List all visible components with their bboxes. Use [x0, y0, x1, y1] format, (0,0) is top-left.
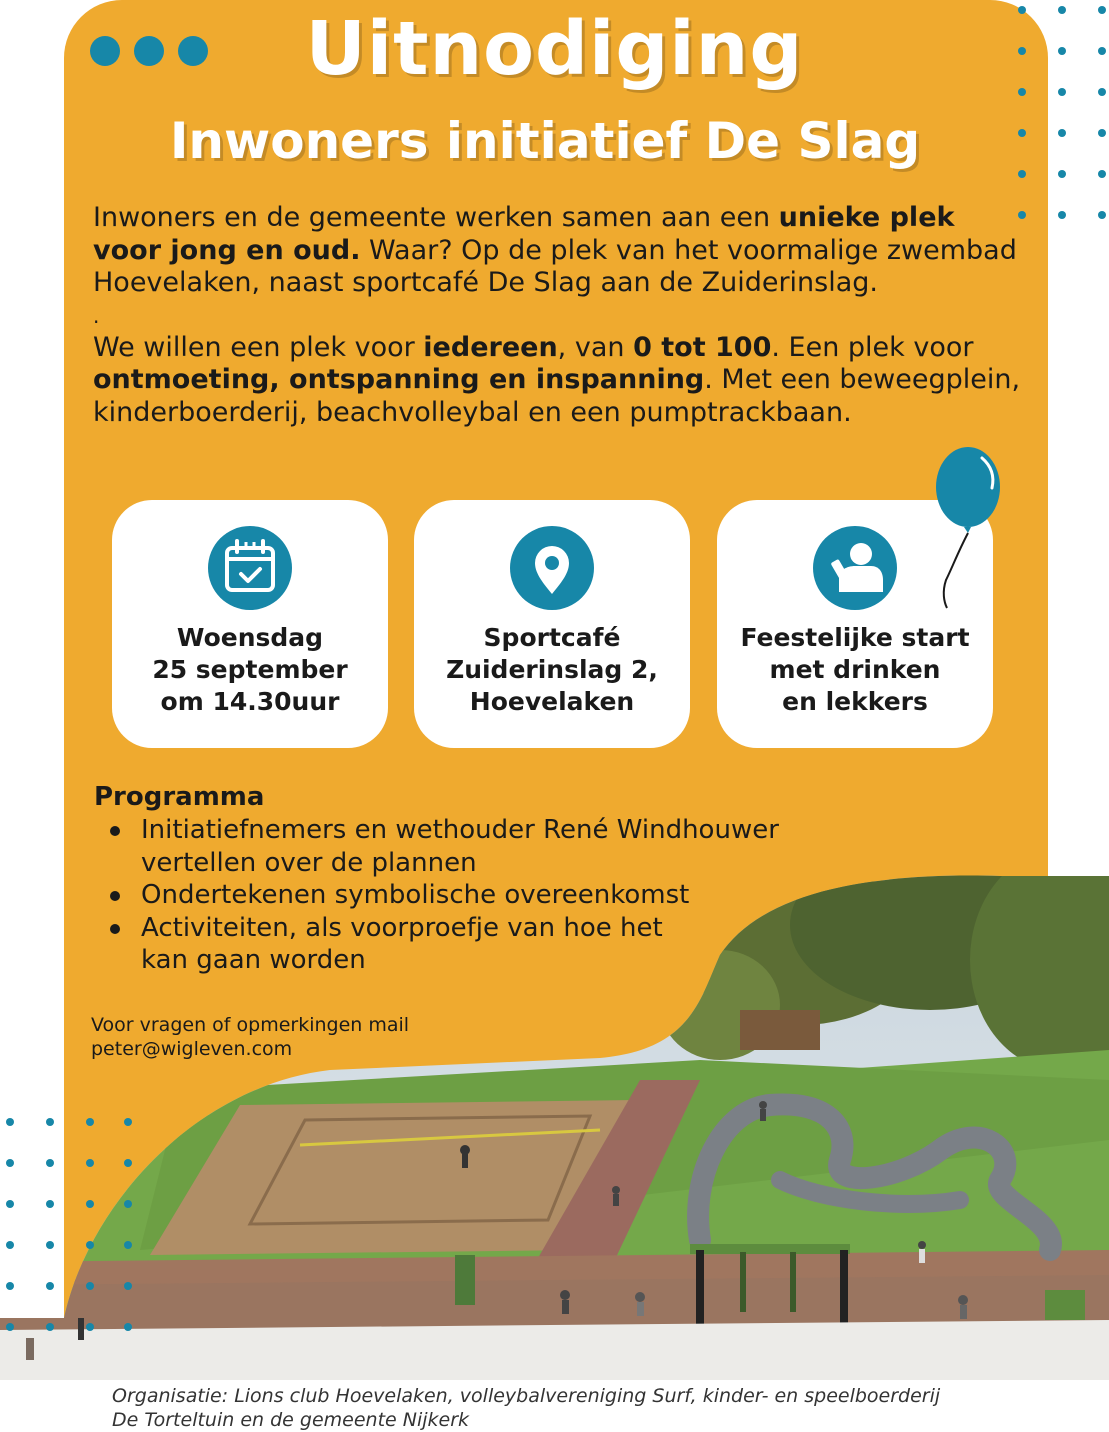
intro-separator: .: [93, 303, 100, 328]
footer-line-1: Organisatie: Lions club Hoevelaken, volleybalvereniging Surf, kinder- en speelboerderij: [112, 1385, 941, 1407]
location-card-line-2: Zuiderinslag 2,: [446, 655, 658, 684]
date-card-line-2: 25 september: [152, 655, 348, 684]
program-item-3: Activiteiten, als voorproefje van hoe het kan gaan worden: [108, 912, 701, 977]
contact-email-link[interactable]: peter@wigleven.com: [91, 1038, 293, 1060]
date-card-line-1: Woensdag: [176, 623, 324, 652]
page-subtitle: Inwoners initiatief De Slag: [169, 112, 921, 170]
program-item-2: Ondertekenen symbolische overeenkomst: [108, 879, 908, 912]
dot-grid-bottom-left: [6, 1118, 136, 1333]
program-heading: Programma: [94, 782, 265, 812]
footer-organisation: [112, 1384, 1062, 1432]
intro-paragraph-2: We willen een plek voor iedereen, van 0 tot 100. Een plek voor ontmoeting, ontspanning en inspanning. Met een beweegplein, kinderboerderij, beachvolleybal en een pumptrackbaan.: [93, 331, 1021, 428]
location-card-line-1: Sportcafé: [483, 623, 621, 652]
date-card-line-3: om 14.30uur: [160, 687, 340, 716]
location-card-line-3: Hoevelaken: [469, 687, 635, 716]
page-title: Uitnodiging: [305, 6, 804, 92]
celebration-card-line-2: met drinken: [769, 655, 941, 684]
program-item-1: Initiatiefnemers en wethouder René Windhouwer vertellen over de plannen: [108, 814, 861, 879]
contact-text: Voor vragen of opmerkingen mail: [91, 1014, 410, 1036]
intro-paragraph-1: Inwoners en de gemeente werken samen aan een unieke plek voor jong en oud. Waar? Op de plek van het voormalige zwembad Hoevelaken, naast sportcafé De Slag aan de Zuiderinslag.: [93, 202, 1017, 298]
celebration-card-line-1: Feestelijke start: [740, 623, 970, 652]
celebration-card-line-3: en lekkers: [782, 687, 928, 716]
footer-line-2: De Torteltuin en de gemeente Nijkerk: [112, 1409, 470, 1431]
contact-info: [91, 1013, 409, 1061]
